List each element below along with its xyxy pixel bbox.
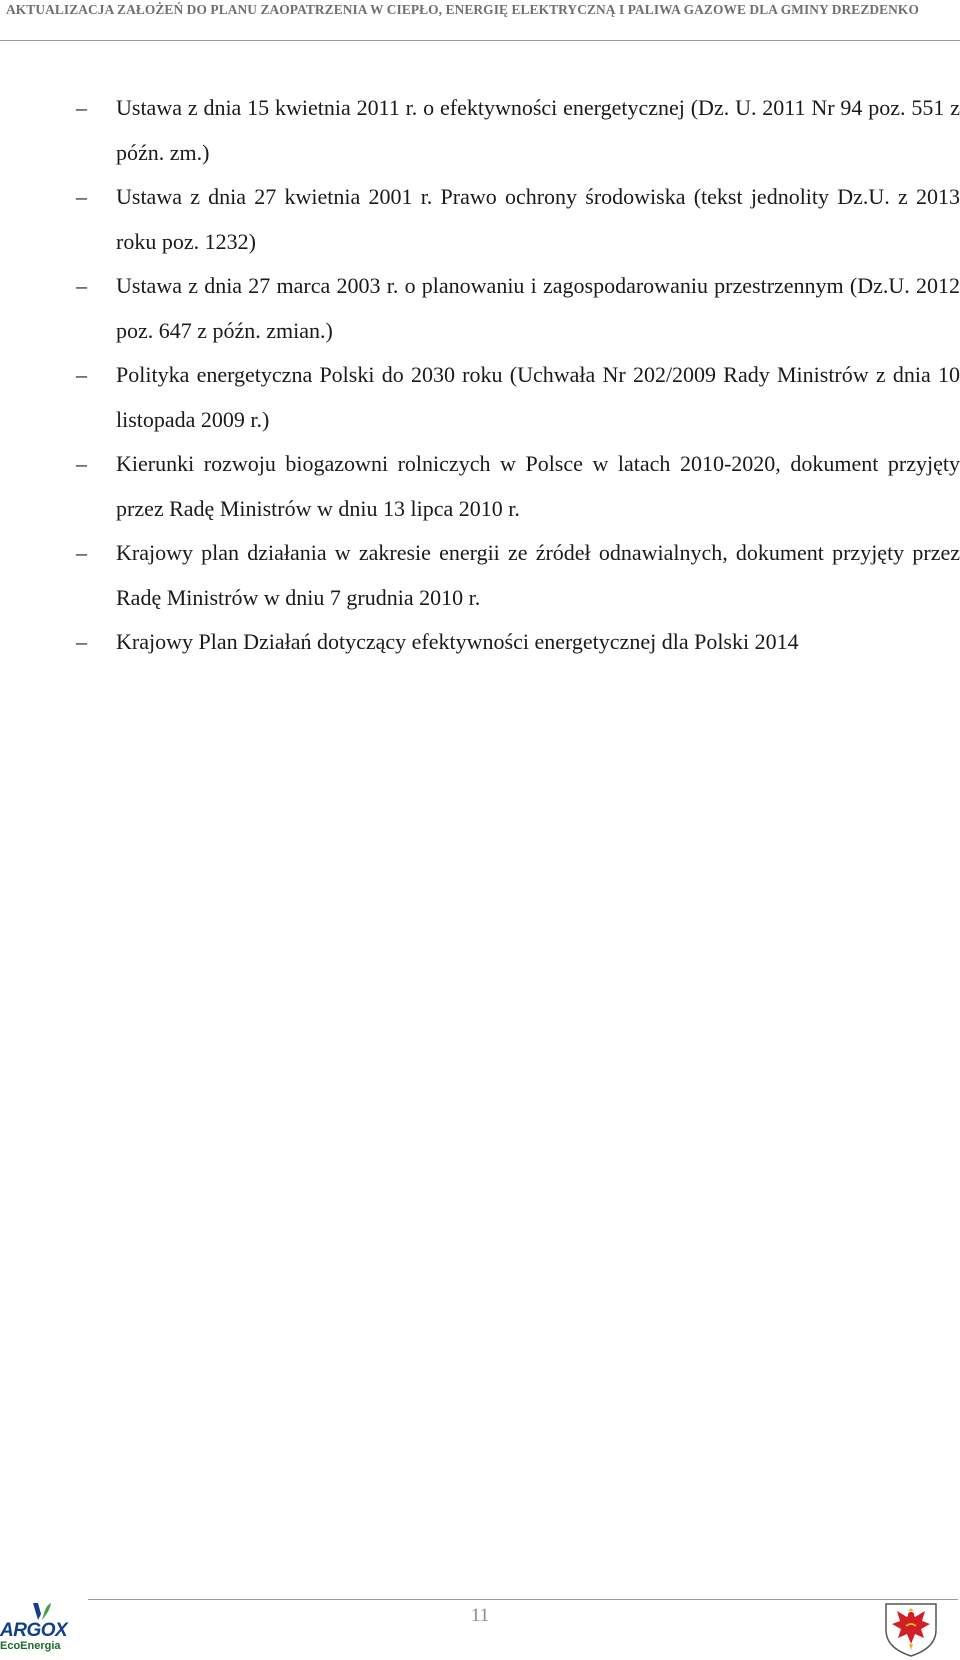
- list-item: [76, 264, 960, 353]
- argox-logo: [0, 1600, 86, 1656]
- list-item-text: Ustawa z dnia 15 kwietnia 2011 r. o efektywności energetycznej (Dz. U. 2011 Nr 94 poz. 551 z późn. zm.): [116, 95, 960, 165]
- list-item: [76, 175, 960, 264]
- page-number: 11: [470, 1605, 490, 1626]
- legal-acts-list: [76, 86, 960, 665]
- list-item-text: Polityka energetyczna Polski do 2030 roku (Uchwała Nr 202/2009 Rady Ministrów z dnia 10 listopada 2009 r.): [116, 362, 960, 432]
- list-item-text: Ustawa z dnia 27 kwietnia 2001 r. Prawo ochrony środowiska (tekst jednolity Dz.U. z 2013 roku poz. 1232): [116, 184, 960, 254]
- footer-divider: [88, 1599, 958, 1600]
- list-item-text: Kierunki rozwoju biogazowni rolniczych w Polsce w latach 2010-2020, dokument przyjęty przez Radę Ministrów w dniu 13 lipca 2010 r.: [116, 451, 960, 521]
- list-item-text: Ustawa z dnia 27 marca 2003 r. o planowaniu i zagospodarowaniu przestrzennym (Dz.U. 2012 poz. 647 z późn. zmian.): [116, 273, 960, 343]
- page-header: [0, 0, 960, 41]
- dash-bullet: –: [76, 95, 87, 120]
- dash-bullet: –: [76, 451, 87, 476]
- running-header-title: AKTUALIZACJA ZAŁOŻEŃ DO PLANU ZAOPATRZENIA W CIEPŁO, ENERGIĘ ELEKTRYCZNĄ I PALIWA GAZOWE DLA GMINY DREZDENKO: [6, 2, 919, 17]
- dash-bullet: –: [76, 629, 87, 654]
- dash-bullet: –: [76, 540, 87, 565]
- dash-bullet: –: [76, 362, 87, 387]
- list-item: [76, 86, 960, 175]
- list-item-text: Krajowy plan działania w zakresie energii ze źródeł odnawialnych, dokument przyjęty przez Radę Ministrów w dniu 7 grudnia 2010 r.: [116, 540, 960, 610]
- list-item: [76, 442, 960, 531]
- argox-leaf-icon: [30, 1602, 52, 1622]
- list-item: [76, 353, 960, 442]
- dash-bullet: –: [76, 184, 87, 209]
- list-item-text: Krajowy Plan Działań dotyczący efektywności energetycznej dla Polski 2014: [116, 629, 799, 654]
- coat-of-arms-icon: [882, 1600, 940, 1658]
- list-item: [76, 531, 960, 620]
- logo-name: ARGOX: [0, 1620, 68, 1641]
- logo-subtitle: EcoEnergia: [0, 1640, 61, 1652]
- list-item: [76, 620, 960, 665]
- dash-bullet: –: [76, 273, 87, 298]
